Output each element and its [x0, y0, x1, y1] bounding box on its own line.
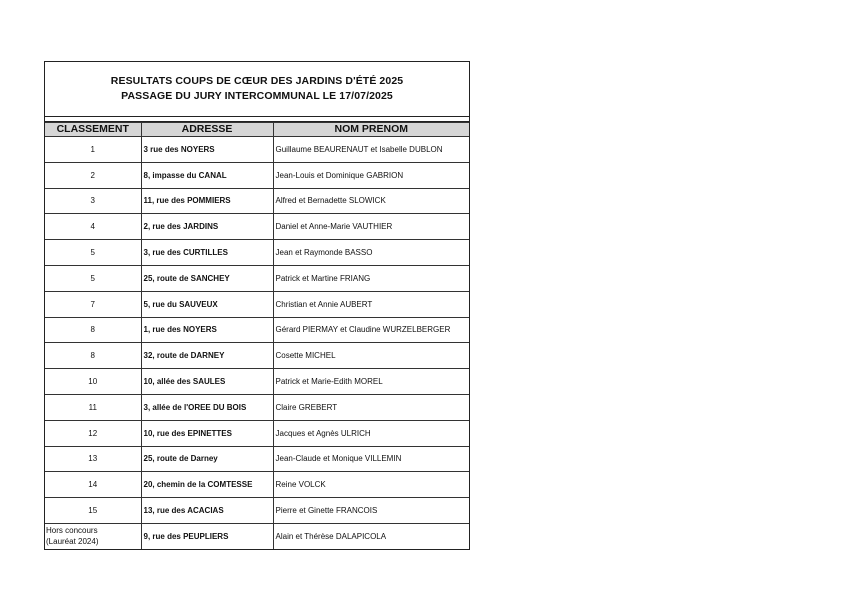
ranking-cell: 4	[45, 214, 141, 240]
name-cell: Alfred et Bernadette SLOWICK	[273, 188, 469, 214]
ranking-cell: 7	[45, 291, 141, 317]
name-cell: Claire GREBERT	[273, 394, 469, 420]
ranking-cell: 13	[45, 446, 141, 472]
table-row	[45, 343, 469, 369]
table-row	[45, 472, 469, 498]
address-cell: 32, route de DARNEY	[141, 343, 273, 369]
table-row	[45, 162, 469, 188]
ranking-note: Hors concours	[46, 526, 98, 536]
table-row	[45, 498, 469, 524]
ranking-cell: 12	[45, 420, 141, 446]
table-row	[45, 137, 469, 163]
table-row	[45, 369, 469, 395]
name-cell: Jean-Claude et Monique VILLEMIN	[273, 446, 469, 472]
table-row	[45, 188, 469, 214]
document-subtitle: PASSAGE DU JURY INTERCOMMUNAL LE 17/07/2025	[121, 90, 393, 102]
address-cell: 5, rue du SAUVEUX	[141, 291, 273, 317]
address-cell: 2, rue des JARDINS	[141, 214, 273, 240]
address-cell: 8, impasse du CANAL	[141, 162, 273, 188]
address-cell: 1, rue des NOYERS	[141, 317, 273, 343]
table-row	[45, 265, 469, 291]
ranking-cell: 1	[45, 137, 141, 163]
table-row	[45, 420, 469, 446]
ranking-cell: 3	[45, 188, 141, 214]
ranking-note: (Lauréat 2024)	[46, 537, 99, 547]
name-cell: Reine VOLCK	[273, 472, 469, 498]
table-header-row	[45, 123, 469, 137]
name-cell: Patrick et Marie-Edith MOREL	[273, 369, 469, 395]
ranking-cell: 2	[45, 162, 141, 188]
address-cell: 10, allée des SAULES	[141, 369, 273, 395]
address-cell: 20, chemin de la COMTESSE	[141, 472, 273, 498]
table-body	[45, 137, 469, 549]
address-cell: 25, route de SANCHEY	[141, 265, 273, 291]
name-cell: Patrick et Martine FRIANG	[273, 265, 469, 291]
ranking-cell: 10	[45, 369, 141, 395]
address-cell: 9, rue des PEUPLIERS	[141, 523, 273, 548]
document-header	[45, 62, 469, 117]
ranking-cell	[45, 523, 141, 548]
ranking-cell: 11	[45, 394, 141, 420]
ranking-cell: 8	[45, 343, 141, 369]
column-header-nom-prenom: NOM PRENOM	[273, 123, 469, 137]
table-row	[45, 317, 469, 343]
document-title: RESULTATS COUPS DE CŒUR DES JARDINS D'ÉTÉ 2025	[110, 75, 404, 87]
column-header-adresse: ADRESSE	[141, 123, 273, 137]
ranking-cell: 8	[45, 317, 141, 343]
address-cell: 3 rue des NOYERS	[141, 137, 273, 163]
table-row	[45, 214, 469, 240]
results-sheet	[44, 61, 470, 550]
name-cell: Daniel et Anne-Marie VAUTHIER	[273, 214, 469, 240]
name-cell: Alain et Thérèse DALAPICOLA	[273, 523, 469, 548]
name-cell: Jacques et Agnès ULRICH	[273, 420, 469, 446]
name-cell: Gérard PIERMAY et Claudine WURZELBERGER	[273, 317, 469, 343]
name-cell: Jean et Raymonde BASSO	[273, 240, 469, 266]
address-cell: 13, rue des ACACIAS	[141, 498, 273, 524]
address-cell: 25, route de Darney	[141, 446, 273, 472]
ranking-cell: 5	[45, 265, 141, 291]
address-cell: 10, rue des EPINETTES	[141, 420, 273, 446]
name-cell: Jean-Louis et Dominique GABRION	[273, 162, 469, 188]
address-cell: 3, rue des CURTILLES	[141, 240, 273, 266]
column-header-classement: CLASSEMENT	[45, 123, 141, 137]
ranking-cell: 15	[45, 498, 141, 524]
table-row	[45, 240, 469, 266]
ranking-cell: 14	[45, 472, 141, 498]
address-cell: 3, allée de l'OREE DU BOIS	[141, 394, 273, 420]
table-row-hors-concours	[45, 523, 469, 548]
table-row	[45, 394, 469, 420]
ranking-cell: 5	[45, 240, 141, 266]
results-table	[45, 122, 469, 549]
table-row	[45, 446, 469, 472]
name-cell: Cosette MICHEL	[273, 343, 469, 369]
name-cell: Guillaume BEAURENAUT et Isabelle DUBLON	[273, 137, 469, 163]
name-cell: Christian et Annie AUBERT	[273, 291, 469, 317]
table-row	[45, 291, 469, 317]
name-cell: Pierre et Ginette FRANCOIS	[273, 498, 469, 524]
address-cell: 11, rue des POMMIERS	[141, 188, 273, 214]
